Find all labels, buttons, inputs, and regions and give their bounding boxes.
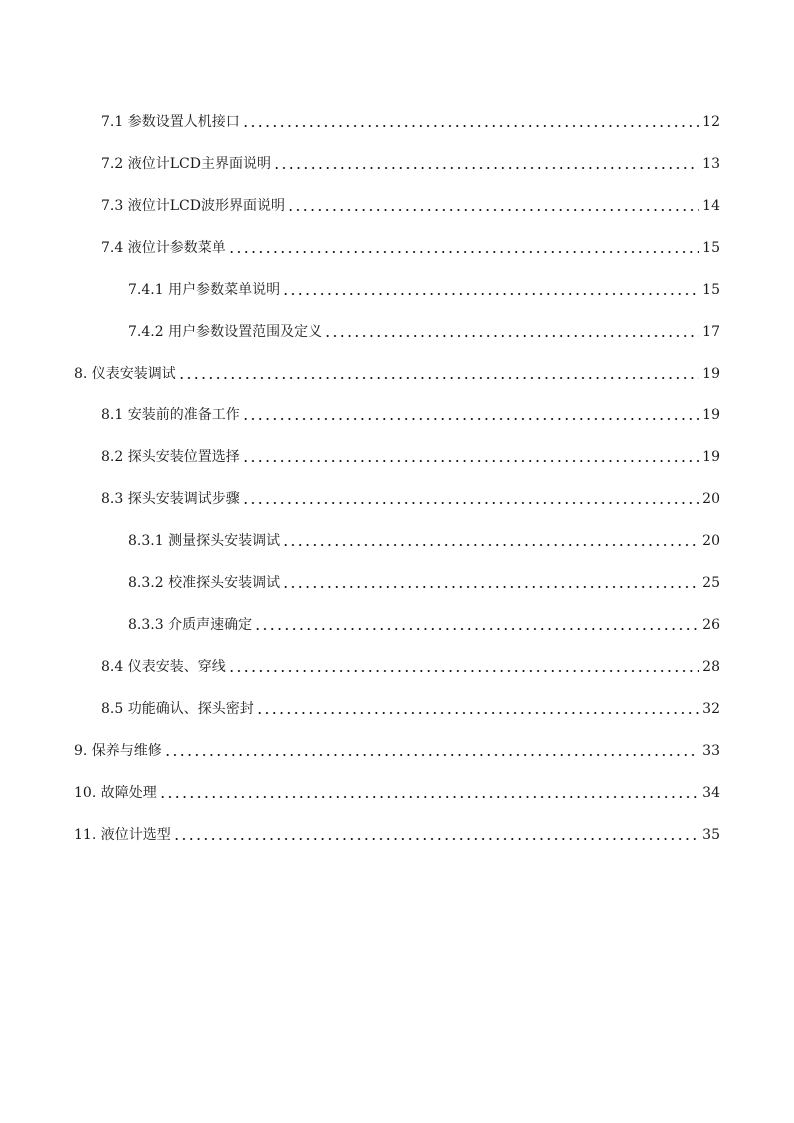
toc-entry-7-2[interactable] — [101, 151, 720, 173]
toc-page-number: 25 — [702, 575, 720, 591]
toc-page-number: 32 — [702, 701, 720, 717]
toc-entry-label: 7.4.1 用户参数菜单说明 — [128, 282, 281, 298]
toc-entry-7-4-1[interactable] — [128, 277, 720, 299]
toc-page-number: 33 — [702, 743, 720, 759]
toc-entry-7-1[interactable] — [101, 109, 720, 131]
toc-page-number: 28 — [702, 659, 720, 675]
dot-leader — [242, 418, 699, 420]
toc-entry-label: 8.3.3 介质声速确定 — [128, 617, 253, 633]
toc-entry-label: 8.1 安装前的准备工作 — [101, 407, 240, 423]
dot-leader — [228, 251, 699, 253]
dot-leader — [242, 460, 699, 462]
toc-page-number: 20 — [702, 533, 720, 549]
toc-page-number: 15 — [702, 240, 720, 256]
toc-page-number: 19 — [702, 366, 720, 382]
toc-entry-label: 8.4 仪表安装、穿线 — [101, 659, 226, 675]
toc-page-number: 35 — [702, 827, 720, 843]
toc-entry-8-3-2[interactable] — [128, 570, 720, 592]
toc-page-number: 26 — [702, 617, 720, 633]
dot-leader — [287, 209, 699, 211]
toc-entry-label: 7.4.2 用户参数设置范围及定义 — [128, 324, 323, 340]
toc-entry-label: 8.2 探头安装位置选择 — [101, 449, 240, 465]
toc-page-number: 13 — [702, 156, 720, 172]
toc-page-number: 17 — [702, 324, 720, 340]
toc-entry-label: 11. 液位计选型 — [74, 827, 171, 843]
dot-leader — [256, 712, 699, 714]
toc-page-number: 34 — [702, 785, 720, 801]
toc-entry-label: 9. 保养与维修 — [74, 743, 162, 759]
toc-entry-8[interactable] — [74, 361, 720, 383]
toc-entry-label: 7.2 液位计LCD主界面说明 — [101, 156, 271, 172]
toc-page-number: 19 — [702, 449, 720, 465]
toc-entry-7-3[interactable] — [101, 193, 720, 215]
toc-page-number: 20 — [702, 491, 720, 507]
dot-leader — [159, 796, 699, 798]
toc-entry-10[interactable] — [74, 780, 720, 802]
dot-leader — [242, 125, 699, 127]
dot-leader — [228, 670, 699, 672]
toc-entry-label: 7.3 液位计LCD波形界面说明 — [101, 198, 285, 214]
dot-leader — [282, 586, 699, 588]
dot-leader — [164, 754, 699, 756]
toc-entry-8-1[interactable] — [101, 402, 720, 424]
toc-entry-8-4[interactable] — [101, 654, 720, 676]
toc-entry-8-2[interactable] — [101, 444, 720, 466]
toc-entry-label: 8.3 探头安装调试步骤 — [101, 491, 240, 507]
toc-entry-label: 8.3.1 测量探头安装调试 — [128, 533, 281, 549]
toc-entry-label: 7.1 参数设置人机接口 — [101, 114, 240, 130]
dot-leader — [254, 628, 699, 630]
toc-entry-11[interactable] — [74, 822, 720, 844]
dot-leader — [282, 544, 699, 546]
toc-page-number: 12 — [702, 114, 720, 130]
toc-entry-8-3-1[interactable] — [128, 528, 720, 550]
toc-entry-8-5[interactable] — [101, 696, 720, 718]
dot-leader — [324, 335, 699, 337]
toc-page-number: 19 — [702, 407, 720, 423]
dot-leader — [242, 502, 699, 504]
dot-leader — [173, 838, 699, 840]
toc-entry-9[interactable] — [74, 738, 720, 760]
toc-page-number: 15 — [702, 282, 720, 298]
toc-entry-8-3-3[interactable] — [128, 612, 720, 634]
dot-leader — [178, 377, 699, 379]
dot-leader — [273, 167, 699, 169]
toc-entry-label: 7.4 液位计参数菜单 — [101, 240, 226, 256]
toc-entry-label: 8.3.2 校准探头安装调试 — [128, 575, 281, 591]
toc-entry-label: 8.5 功能确认、探头密封 — [101, 701, 254, 717]
toc-entry-8-3[interactable] — [101, 486, 720, 508]
toc-entry-7-4[interactable] — [101, 235, 720, 257]
toc-page-number: 14 — [702, 198, 720, 214]
toc-entry-label: 8. 仪表安装调试 — [74, 366, 176, 382]
dot-leader — [282, 293, 699, 295]
toc-entry-label: 10. 故障处理 — [74, 785, 157, 801]
toc-entry-7-4-2[interactable] — [128, 319, 720, 341]
